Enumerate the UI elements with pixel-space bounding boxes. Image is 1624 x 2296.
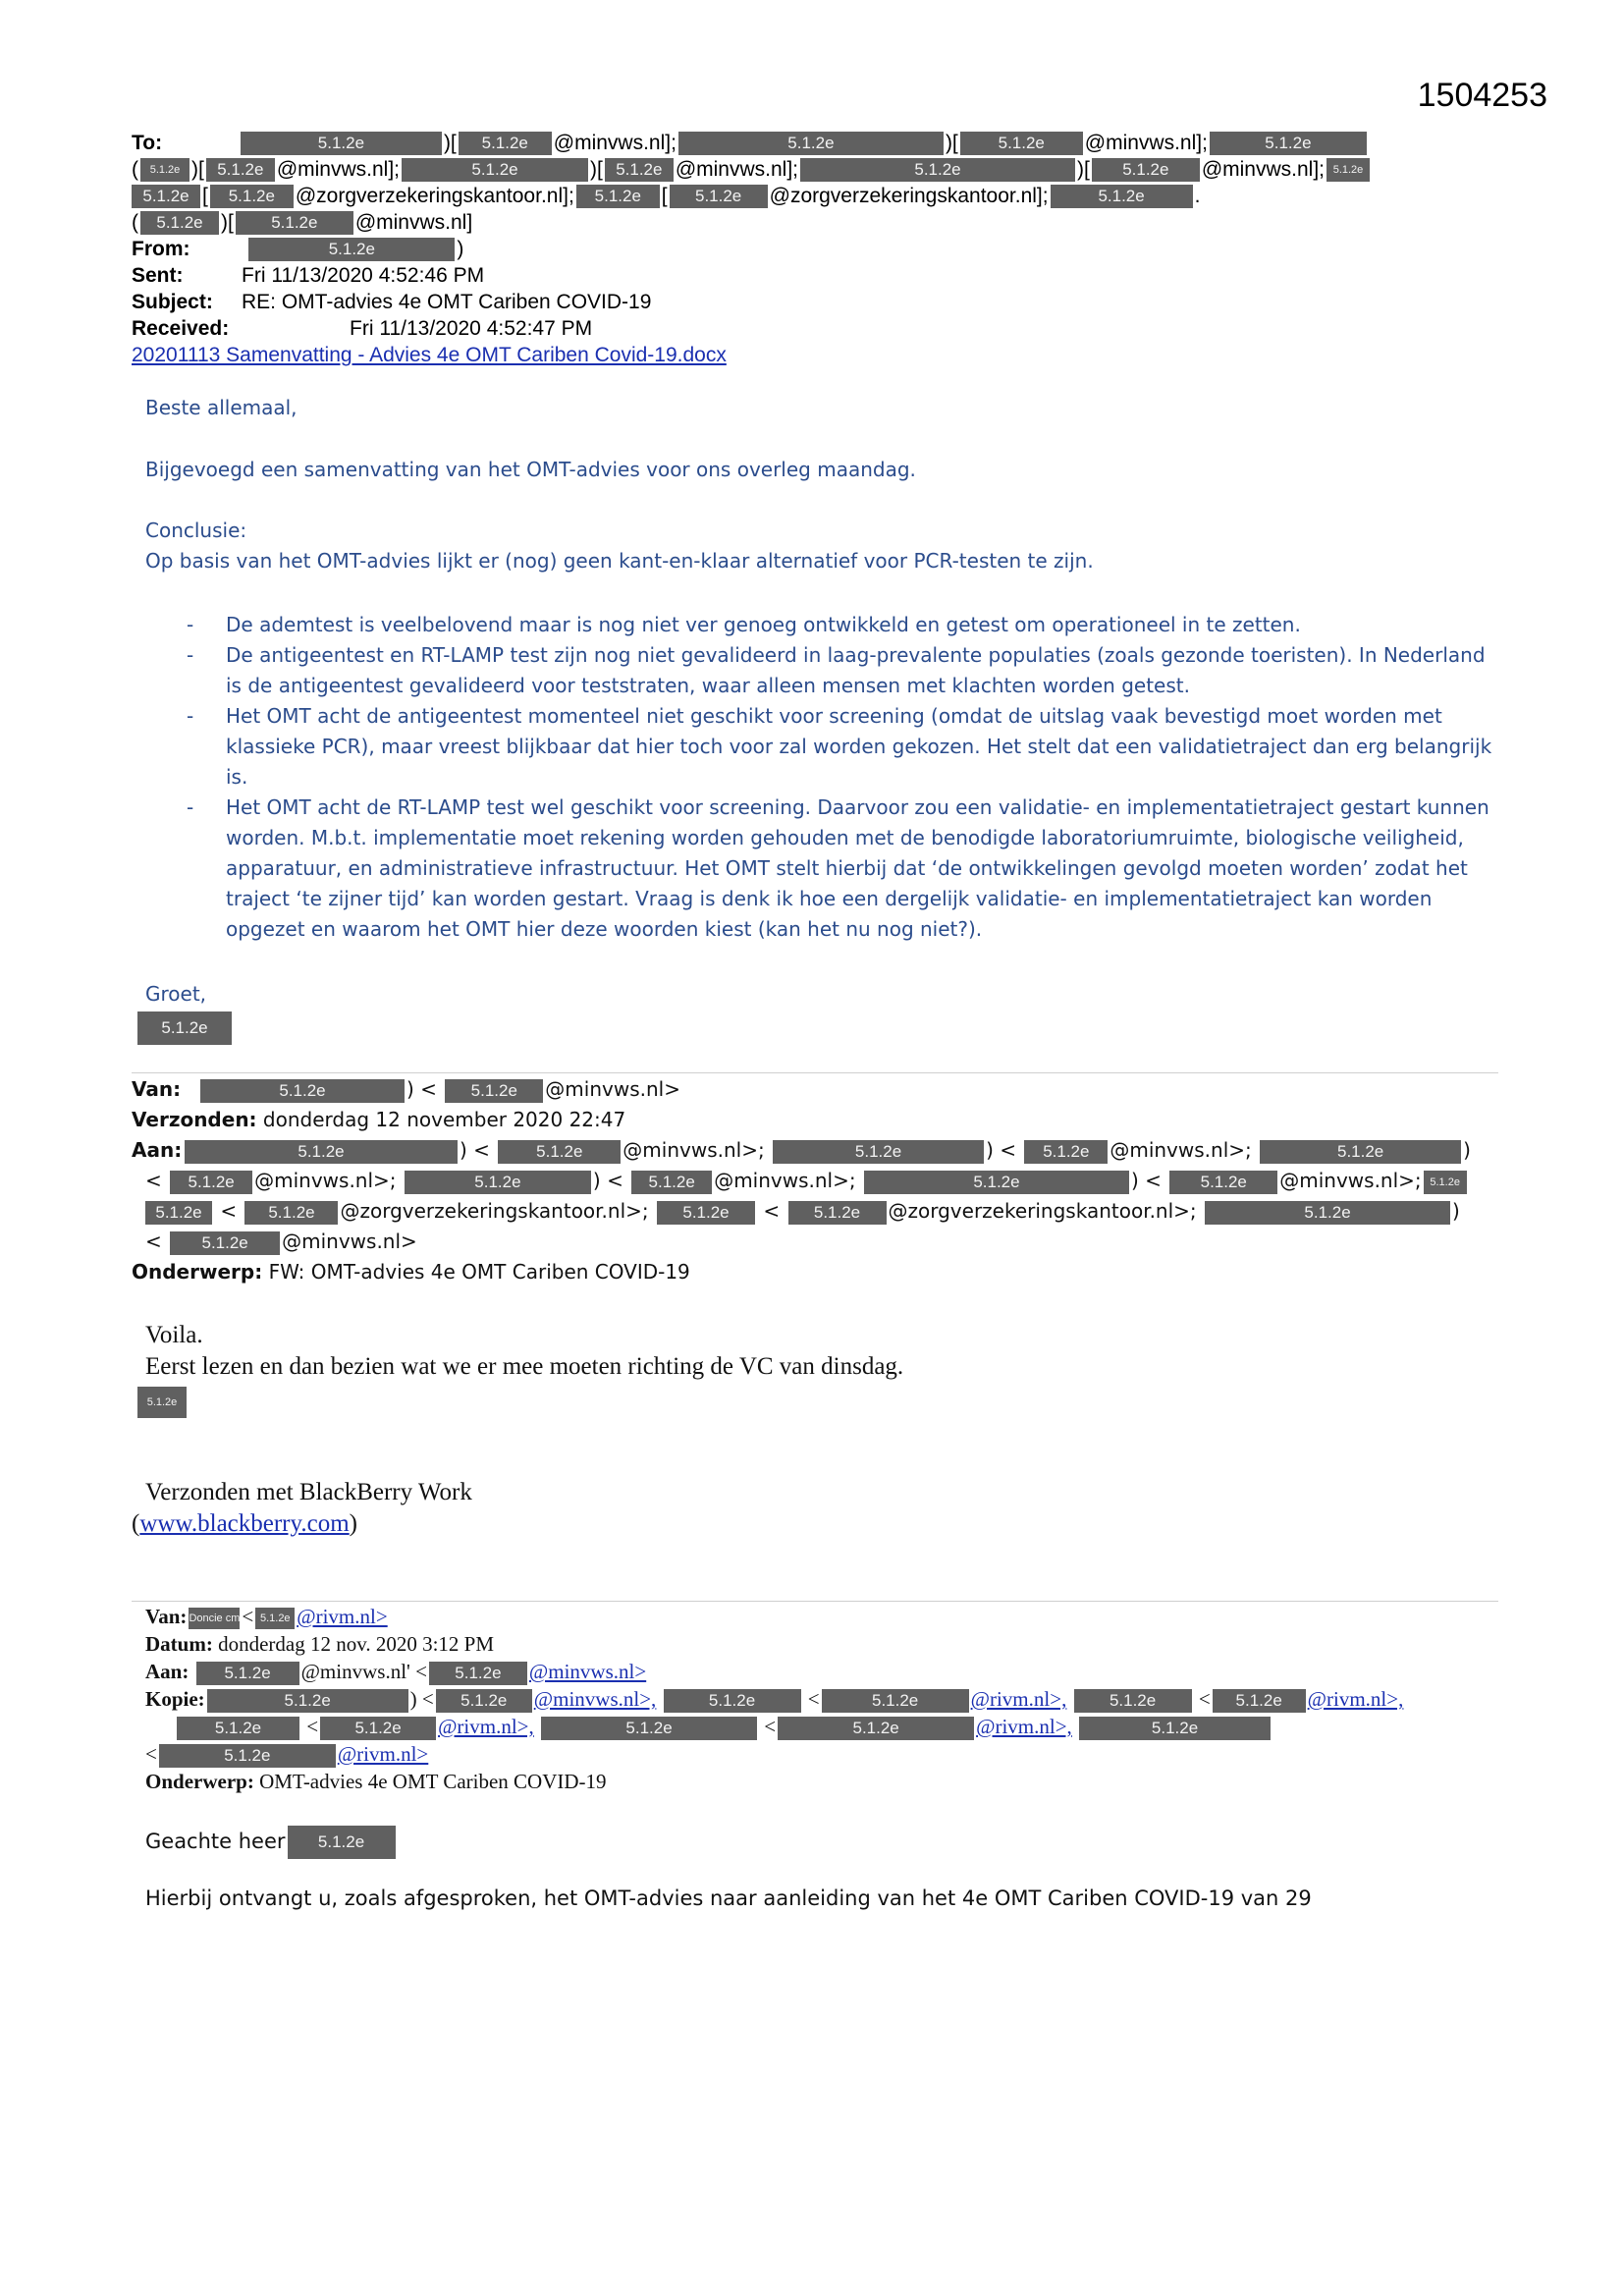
redaction: 5.1.2e [1326,158,1370,182]
redaction: 5.1.2e [320,1717,436,1740]
redaction: 5.1.2e [159,1744,336,1768]
email-domain: @rivm.nl>, [970,1687,1067,1711]
redaction: 5.1.2e [248,238,455,261]
email-domain: @minvws.nl>; [254,1169,397,1192]
verzonden-label: Verzonden: [132,1108,257,1131]
email-domain: @minvws.nl' [300,1660,410,1683]
kopie-line-3: < 5.1.2e @rivm.nl> [145,1740,428,1768]
onderwerp-label: Onderwerp: [132,1260,263,1284]
bullet-list [145,610,1502,945]
conclusion-label: Conclusie: [145,519,247,542]
redaction: 5.1.2e [132,185,200,208]
redaction: 5.1.2e [445,1079,543,1103]
redaction: 5.1.2e [405,1171,591,1194]
list-item: - De ademtest is veelbelovend maar is nog niet ver genoeg ontwikkeld en getest om operationeel in te zetten. [145,610,1502,640]
sent-value: Fri 11/13/2020 4:52:46 PM [242,264,485,287]
email-domain: @rivm.nl> [337,1742,429,1766]
email-domain: @zorgverzekeringskantoor.nl>; [888,1199,1197,1223]
redaction: 5.1.2e [773,1140,984,1164]
email-domain: @minvws.nl] [354,211,473,234]
closing: Groet, [145,982,207,1006]
to-label: To: [132,132,163,154]
redaction: 5.1.2e [605,158,674,182]
redaction: 5.1.2e [1424,1171,1467,1194]
redaction: 5.1.2e [137,1011,232,1045]
received-value: Fri 11/13/2020 4:52:47 PM [350,317,593,340]
email-domain: @minvws.nl>, [533,1687,657,1711]
redaction: 5.1.2e [177,1717,299,1740]
list-item: - Het OMT acht de RT-LAMP test wel geschikt voor screening. Daarvoor zou een validatie- en implementatietraject gestart kunnen worden. M.b.t. implementatie moet rekening worden gehouden met de benodigde laboratoriumruimte, biologische veiligheid, apparatuur, en administratieve infrastructuur. Het OMT stelt hierbij dat ‘de ontwikkelingen gevolgd moeten worden’ zodat het traject ‘te zijner tijd’ kan worden gestart. Vraag is denk ik hoe een dergelijk validatie- en implementatietraject kan worden opgezet en waarom het OMT hier deze woorden kiest (kan het nu nog niet?). [145,793,1502,945]
onderwerp-value: FW: OMT-advies 4e OMT Cariben COVID-19 [268,1260,690,1284]
email-domain: @rivm.nl>, [1307,1687,1404,1711]
redaction: 5.1.2e [207,1689,408,1713]
redaction: 5.1.2e [1213,1689,1306,1713]
redaction: 5.1.2e [576,185,660,208]
redaction: 5.1.2e [1051,185,1193,208]
salutation: Geachte heer [145,1830,286,1853]
redaction: 5.1.2e [402,158,588,182]
redaction: 5.1.2e [196,1662,299,1685]
redaction: 5.1.2e [1205,1201,1450,1225]
redaction: 5.1.2e [1024,1140,1108,1164]
email-domain: @minvws.nl> [545,1077,680,1101]
redaction: 5.1.2e [140,211,219,235]
sent-label: Sent: [132,264,184,287]
aan-line-2: < 5.1.2e @minvws.nl>; 5.1.2e ) < 5.1.2e @minvws.nl>; 5.1.2e ) < 5.1.2e @minvws.nl>; 5.1.2e [145,1166,1469,1196]
redaction: 5.1.2e [1260,1140,1461,1164]
email-domain: @minvws.nl]; [675,158,798,181]
aan-line-1: Aan: 5.1.2e ) < 5.1.2e @minvws.nl>; 5.1.2e ) < 5.1.2e @minvws.nl>; 5.1.2e ) [132,1135,1471,1166]
redaction: 5.1.2e [788,1201,887,1225]
aan3-line: Aan: 5.1.2e @minvws.nl' < 5.1.2e @minvws.nl> [145,1658,646,1685]
redaction: 5.1.2e [140,158,189,182]
redaction: 5.1.2e [778,1717,974,1740]
received-label: Received: [132,317,230,340]
redaction: 5.1.2e [436,1689,532,1713]
kopie-line-2: 5.1.2e < 5.1.2e @rivm.nl>, 5.1.2e < 5.1.2e @rivm.nl>, 5.1.2e [145,1713,1272,1740]
attachment-link[interactable]: 20201113 Samenvatting - Advies 4e OMT Cariben Covid-19.docx [132,344,727,366]
redaction: 5.1.2e [145,1201,212,1225]
redaction: 5.1.2e [1092,158,1200,182]
redaction: 5.1.2e [170,1231,280,1255]
email-domain: @minvws.nl>; [1279,1169,1422,1192]
aan3-label: Aan: [145,1660,189,1683]
redaction: 5.1.2e [170,1171,252,1194]
greeting: Beste allemaal, [145,396,298,419]
redaction: 5.1.2e [631,1171,712,1194]
redaction: 5.1.2e [678,132,944,155]
redaction: 5.1.2e [244,1201,338,1225]
email-domain: @minvws.nl]; [1084,132,1208,154]
email-domain: @zorgverzekeringskantoor.nl]; [769,185,1049,207]
redaction: 5.1.2e [288,1826,396,1859]
body2-signature-redaction [135,1387,189,1418]
redaction: 5.1.2e [137,1387,187,1418]
email-domain: @minvws.nl]; [1201,158,1325,181]
from-label: From: [132,238,190,260]
redaction: 5.1.2e [960,132,1083,155]
onderwerp3-label: Onderwerp: [145,1770,254,1793]
email-domain: @rivm.nl>, [438,1715,534,1738]
datum-line [145,1630,494,1658]
redaction: 5.1.2e [210,185,294,208]
blackberry-link-line: (www.blackberry.com) [132,1510,357,1537]
van-label: Van: [132,1077,182,1101]
document-number: 1504253 [1417,77,1547,114]
to-line-3: 5.1.2e [ 5.1.2e @zorgverzekeringskantoor.nl]; 5.1.2e [ 5.1.2e @zorgverzekeringskantoor.nl]; 5.1.2e . [132,183,1200,209]
onderwerp-line [132,1257,690,1287]
redaction: 5.1.2e [1210,132,1367,155]
aan-label: Aan: [132,1138,183,1162]
redaction: 5.1.2e [1079,1717,1271,1740]
email-domain: @minvws.nl>; [1110,1138,1252,1162]
signature-redaction [135,1011,234,1045]
body2-voila: Voila. [145,1322,203,1348]
subject-value: RE: OMT-advies 4e OMT Cariben COVID-19 [242,291,652,313]
van-line: Van: 5.1.2e ) < 5.1.2e @minvws.nl> [132,1074,680,1105]
datum-value: donderdag 12 nov. 2020 3:12 PM [218,1632,495,1656]
email-domain: @minvws.nl> [528,1660,647,1683]
email-domain: @zorgverzekeringskantoor.nl]; [295,185,574,207]
redaction: 5.1.2e [206,158,275,182]
email-domain: @minvws.nl]; [553,132,677,154]
to-line-1: To: 5.1.2e )[ 5.1.2e @minvws.nl]; 5.1.2e )[ 5.1.2e @minvws.nl]; 5.1.2e [132,130,1369,156]
email-domain: @minvws.nl> [282,1230,417,1253]
redaction: Doncie cm [189,1608,240,1629]
redaction: 5.1.2e [541,1717,757,1740]
subject-label: Subject: [132,291,213,313]
email-domain: @rivm.nl> [297,1605,388,1628]
kopie-line-1: Kopie: 5.1.2e ) < 5.1.2e @minvws.nl>, 5.1.2e < 5.1.2e @rivm.nl>, 5.1.2e < 5.1.2e @rivm.nl>, [145,1685,1403,1713]
aan-line-4: < 5.1.2e @minvws.nl> [145,1230,417,1253]
redaction: 5.1.2e [429,1662,527,1685]
aan-line-3: 5.1.2e < 5.1.2e @zorgverzekeringskantoor.nl>; 5.1.2e < 5.1.2e @zorgverzekeringskantoor.nl>; 5.1.2e ) [145,1196,1460,1227]
salutation-line [145,1825,398,1859]
divider [132,1072,1498,1073]
redaction: 5.1.2e [1074,1689,1192,1713]
body2-text: Eerst lezen en dan bezien wat we er mee moeten richting de VC van dinsdag. [145,1353,904,1380]
redaction: 5.1.2e [664,1689,801,1713]
redaction: 5.1.2e [1169,1171,1277,1194]
list-item: - De antigeentest en RT-LAMP test zijn nog niet gevalideerd in laag-prevalente populaties (zoals gezonde toeristen). In Nederland is de antigeentest gevalideerd voor teststraten, waar alleen mensen met klachten worden getest. [145,640,1502,701]
kopie-label: Kopie: [145,1687,205,1711]
subject-line [132,289,651,315]
email-domain: @minvws.nl>; [623,1138,765,1162]
redaction: 5.1.2e [670,185,768,208]
blackberry-link[interactable]: www.blackberry.com [139,1510,350,1537]
sent-line [132,262,484,289]
divider [132,1601,1498,1602]
van3-line: Van: Doncie cm< 5.1.2e @rivm.nl> [145,1605,388,1628]
redaction: 5.1.2e [185,1140,458,1164]
received-line [132,315,592,342]
email-domain: @zorgverzekeringskantoor.nl>; [340,1199,649,1223]
onderwerp3-value: OMT-advies 4e OMT Cariben COVID-19 [259,1770,607,1793]
email-domain: @rivm.nl>, [976,1715,1072,1738]
verzonden-line [132,1105,625,1135]
from-line: From: 5.1.2e ) [132,238,464,260]
blackberry-signature: Verzonden met BlackBerry Work [145,1479,472,1505]
email-domain: @minvws.nl>; [714,1169,856,1192]
redaction: 5.1.2e [822,1689,969,1713]
redaction: 5.1.2e [255,1608,295,1629]
datum-label: Datum: [145,1632,213,1656]
onderwerp3-line [145,1768,607,1795]
to-line-4: ( 5.1.2e )[ 5.1.2e @minvws.nl] [132,211,473,234]
redaction: 5.1.2e [498,1140,621,1164]
redaction: 5.1.2e [241,132,442,155]
intro-text: Bijgevoegd een samenvatting van het OMT-advies voor ons overleg maandag. [145,458,916,481]
redaction: 5.1.2e [657,1201,755,1225]
redaction: 5.1.2e [200,1079,405,1103]
redaction: 5.1.2e [459,132,552,155]
van3-label: Van: [145,1605,188,1628]
body3-text: Hierbij ontvangt u, zoals afgesproken, het OMT-advies naar aanleiding van het 4e OMT Cariben COVID-19 van 29 [145,1886,1312,1910]
conclusion-text: Op basis van het OMT-advies lijkt er (nog) geen kant-en-klaar alternatief voor PCR-testen te zijn. [145,549,1094,573]
redaction: 5.1.2e [864,1171,1129,1194]
email-domain: @minvws.nl]; [276,158,400,181]
verzonden-value: donderdag 12 november 2020 22:47 [262,1108,626,1131]
redaction: 5.1.2e [800,158,1075,182]
redaction: 5.1.2e [236,211,353,235]
list-item: - Het OMT acht de antigeentest momenteel niet geschikt voor screening (omdat de uitslag vaak bevestigd moet worden met klassieke PCR), maar vreest blijkbaar dat hier toch voor zal worden gekozen. Het stelt dat een validatietraject dan erg belangrijk is. [145,701,1502,793]
to-line-2: ( 5.1.2e )[ 5.1.2e @minvws.nl]; 5.1.2e )[ 5.1.2e @minvws.nl]; 5.1.2e )[ 5.1.2e @minvws.nl]; 5.1.2e [132,156,1372,183]
